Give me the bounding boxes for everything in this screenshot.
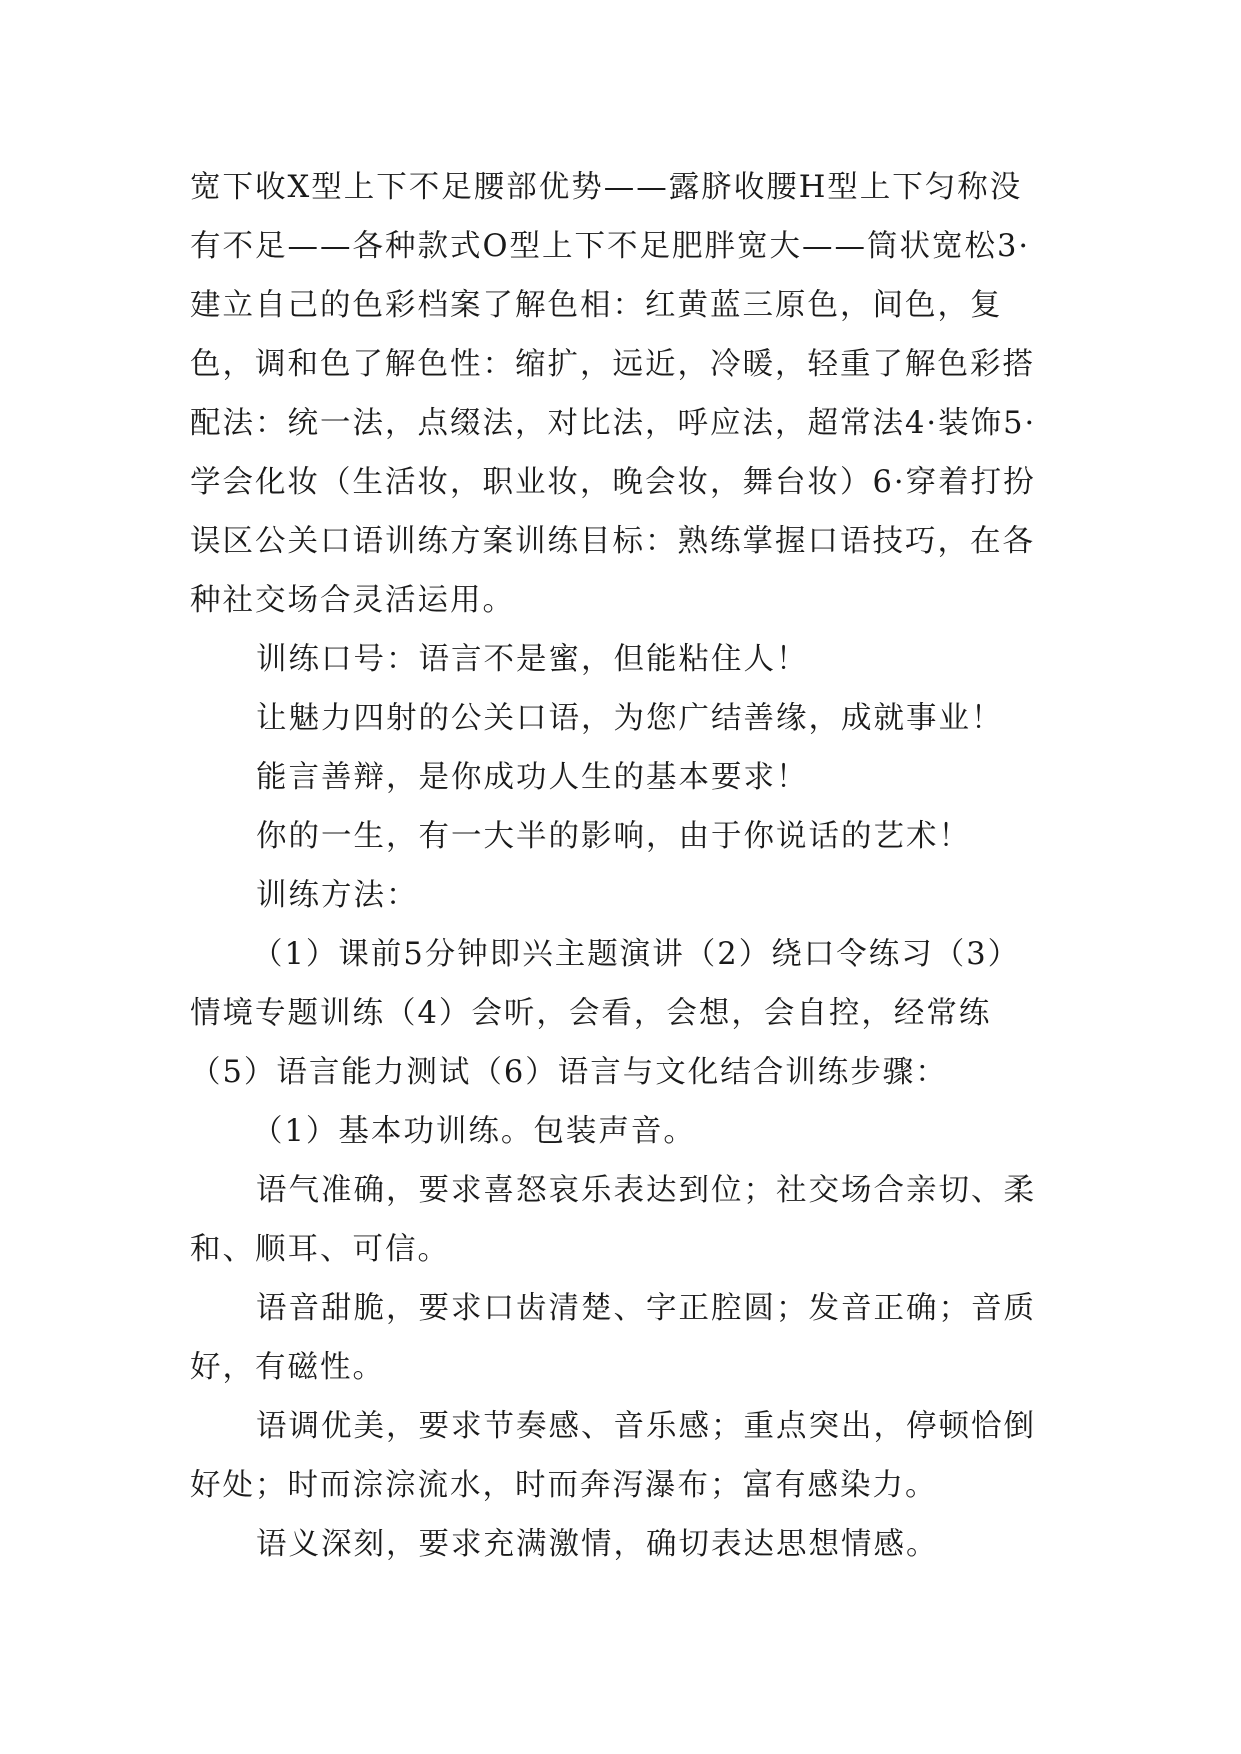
paragraph-slogan-influence: 你的一生，有一大半的影响，由于你说话的艺术！ xyxy=(256,819,971,854)
paragraph-slogan-eloquence: 能言善辩，是你成功人生的基本要求！ xyxy=(256,760,809,795)
paragraph-image-consulting: 宽下收X型上下不足腰部优势——露脐收腰H型上下匀称没有不足——各种款式O型上下不足肥胖宽大——筒状宽松3·建立自己的色彩档案了解色相：红黄蓝三原色，间色，复色，调和色了解色性：缩扩，远近，冷暖，轻重了解色彩搭配法：统一法，点缀法，对比法，呼应法，超常法4·装饰5·学会化妆（生活妆，职业妆，晚会妆，舞台妆）6·穿着打扮误区公关口语训练方案训练目标：熟练掌握口语技巧，在各种社交场合灵活运用。 xyxy=(190,170,1037,618)
paragraph-voice-clarity: 语音甜脆，要求口齿清楚、字正腔圆；发音正确；音质好，有磁性。 xyxy=(190,1291,1036,1385)
paragraph-tone-accuracy: 语气准确，要求喜怒哀乐表达到位；社交场合亲切、柔和、顺耳、可信。 xyxy=(190,1173,1036,1267)
paragraph-training-methods-heading: 训练方法： xyxy=(256,878,419,913)
paragraph-slogan-charm: 让魅力四射的公关口语，为您广结善缘，成就事业！ xyxy=(256,701,1004,736)
paragraph-training-slogan: 训练口号：语言不是蜜，但能粘住人！ xyxy=(256,642,809,677)
paragraph-intonation: 语调优美，要求节奏感、音乐感；重点突出，停顿恰倒好处；时而淙淙流水，时而奔泻瀑布；富有感染力。 xyxy=(190,1409,1036,1503)
paragraph-meaning-depth: 语义深刻，要求充满激情，确切表达思想情感。 xyxy=(256,1527,939,1562)
paragraph-basic-training: （1）基本功训练。包装声音。 xyxy=(252,1114,696,1149)
document-body xyxy=(190,158,1052,1574)
paragraph-training-methods-list: （1）课前5分钟即兴主题演讲（2）绕口令练习（3）情境专题训练（4）会听，会看，会想，会自控，经常练（5）语言能力测试（6）语言与文化结合训练步骤： xyxy=(190,937,1021,1090)
